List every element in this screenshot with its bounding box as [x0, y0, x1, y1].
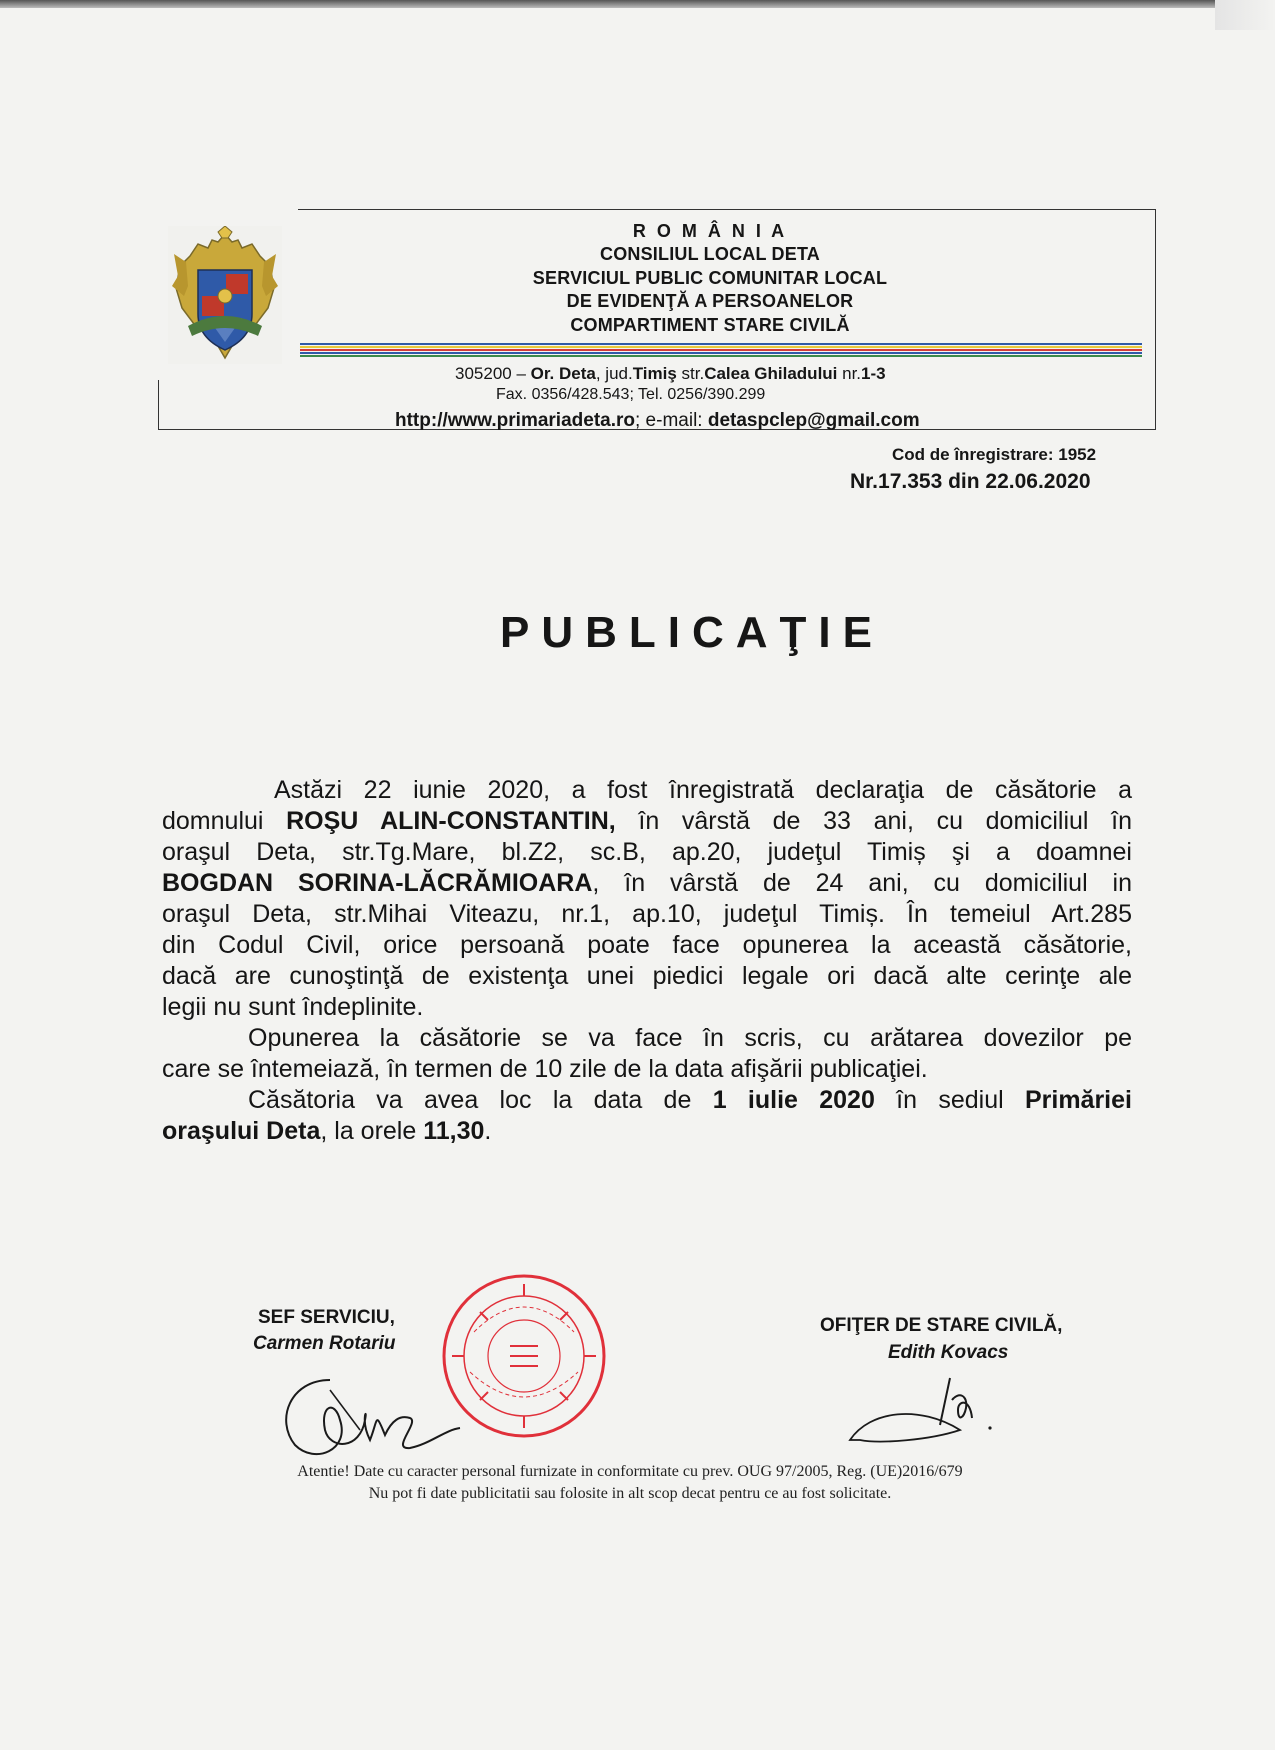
web-email-line: http://www.primariadeta.ro; e-mail: detaspclep@gmail.com [395, 410, 920, 431]
official-stamp-icon [440, 1272, 608, 1440]
romania-coat-of-arms-icon [168, 226, 282, 364]
scan-top-edge [0, 0, 1275, 8]
wedding-time: 11,30 [423, 1117, 485, 1145]
registration-code: Cod de înregistrare: 1952 [892, 445, 1097, 464]
bride-name: BOGDAN SORINA-LĂCRĂMIOARA [162, 869, 593, 897]
p1-line-5: oraşul Deta, str.Mihai Viteazu, nr.1, ap.10, judeţul Timiș. În temeiul Art.285 [162, 900, 1132, 928]
p3-line-2: oraşului Deta, la orele 11,30. [162, 1117, 492, 1145]
p1-line-2: domnului ROŞU ALIN-CONSTANTIN, în vârstă de 33 ani, cu domiciliul în [162, 807, 1132, 835]
header-service-line1: SERVICIUL PUBLIC COMUNITAR LOCAL [532, 268, 888, 288]
address-line: 305200 – Or. Deta, jud.Timiş str.Calea Ghiladului nr.1-3 [455, 364, 886, 383]
groom-name: ROŞU ALIN-CONSTANTIN, [286, 807, 616, 835]
p1-line-4: BOGDAN SORINA-LĂCRĂMIOARA, în vârstă de 24 ani, cu domiciliul in [162, 869, 1132, 897]
scan-corner-shadow [1215, 0, 1275, 30]
frame-top-line [298, 209, 1156, 210]
paragraph-1 [162, 775, 1132, 1023]
p1-line-7: dacă are cunoştinţă de existenţa unei piedici legale ori dacă alte cerinţe ale [162, 962, 1132, 990]
p1-line-1: Astăzi 22 iunie 2020, a fost înregistrată declaraţia de căsătorie a [274, 776, 1132, 804]
email-link: detaspclep@gmail.com [707, 410, 920, 431]
right-signatory-name: Edith Kovacs [888, 1342, 1009, 1363]
header-country: R O M Â N I A [632, 221, 788, 241]
left-signatory-title: SEF SERVICIU, [258, 1307, 395, 1328]
paragraph-3 [162, 1085, 1132, 1147]
privacy-notice-line1: Atentie! Date cu caracter personal furnizate in conformitate cu prev. OUG 97/2005, Reg. (UE)2016/679 [297, 1463, 963, 1480]
p3-line-1: Căsătoria va avea loc la data de 1 iulie 2020 în sediul Primăriei [248, 1086, 1132, 1114]
p1-line-6: din Codul Civil, orice persoană poate face opunerea la această căsătorie, [162, 931, 1132, 959]
header-council: CONSILIUL LOCAL DETA [600, 244, 820, 264]
right-handwritten-signature [840, 1370, 1000, 1450]
p2-line-1: Opunerea la căsătorie se va face în scris, cu arătarea dovezilor pe [248, 1024, 1132, 1052]
frame-left-line [158, 380, 159, 430]
frame-right-line [1155, 209, 1156, 429]
header-service-line2: DE EVIDENŢĂ A PERSOANELOR [566, 291, 854, 311]
p2-line-2: care se întemeiază, în termen de 10 zile de la data afişării publicaţiei. [162, 1055, 928, 1083]
website-link: http://www.primariadeta.ro [395, 410, 635, 431]
registration-number: Nr.17.353 din 22.06.2020 [850, 470, 1091, 493]
p1-line-8: legii nu sunt îndeplinite. [162, 993, 424, 1021]
right-signatory-title: OFIŢER DE STARE CIVILĂ, [820, 1315, 1063, 1336]
wedding-date: 1 iulie 2020 [712, 1086, 875, 1114]
tricolor-rule [300, 343, 1142, 357]
contact-line: Fax. 0356/428.543; Tel. 0256/390.299 [496, 386, 766, 403]
privacy-notice-line2: Nu pot fi date publicitatii sau folosite in alt scop decat pentru ce au fost solicitate. [368, 1485, 892, 1502]
left-signatory-name: Carmen Rotariu [253, 1333, 396, 1354]
page-title: PUBLICAŢIE [500, 608, 884, 657]
header-department: COMPARTIMENT STARE CIVILĂ [570, 315, 850, 335]
p1-line-3: oraşul Deta, str.Tg.Mare, bl.Z2, sc.B, ap.20, judeţul Timiș şi a doamnei [162, 838, 1132, 866]
paragraph-2 [162, 1023, 1132, 1085]
